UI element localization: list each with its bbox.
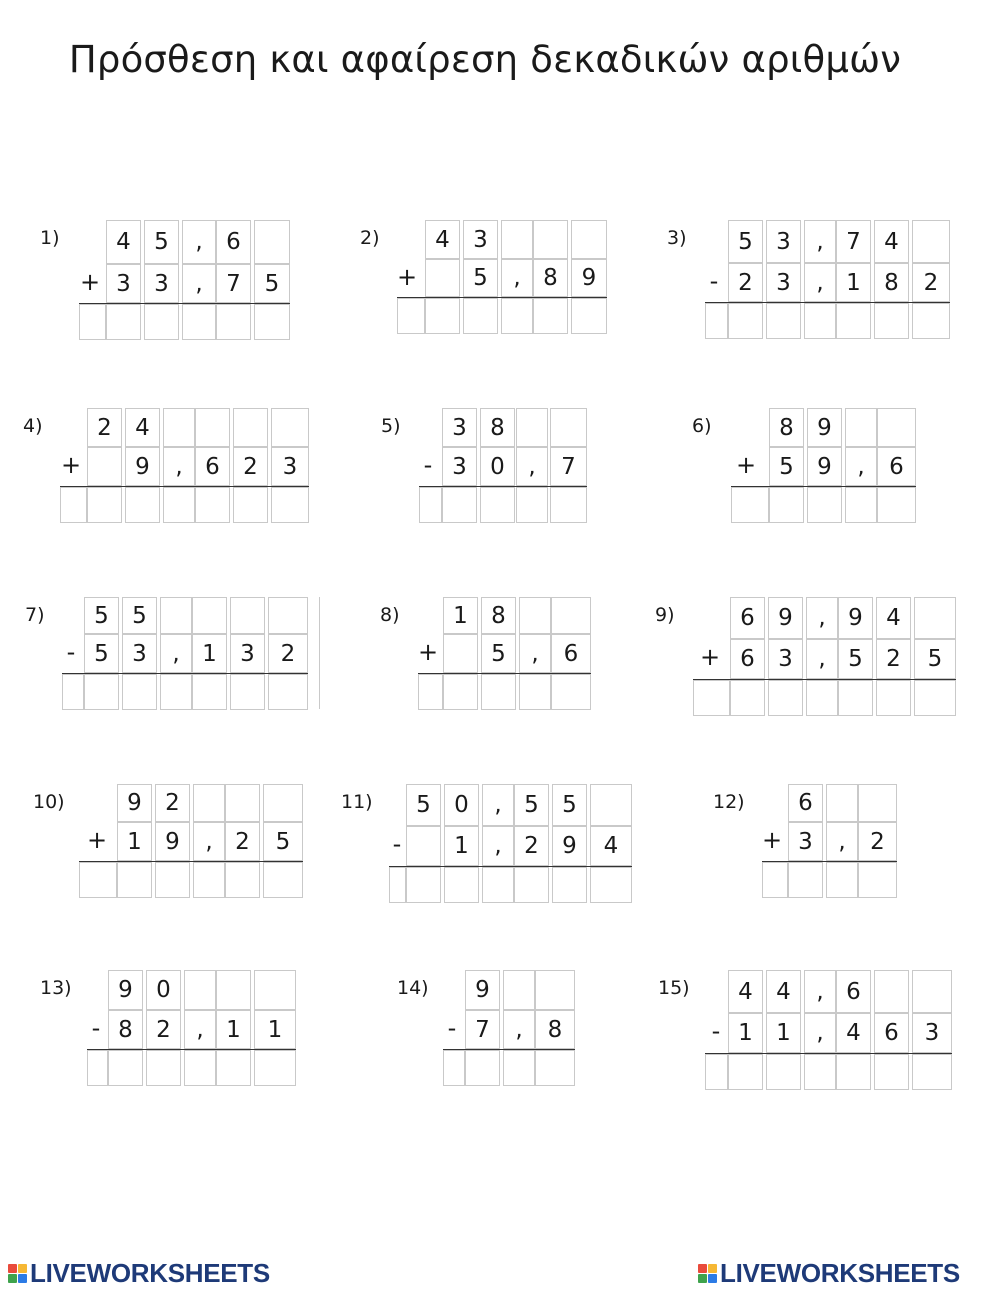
top-digit-cell <box>195 408 230 447</box>
bottom-digit-cell: 5 <box>463 259 498 297</box>
top-digit-cell <box>877 408 916 447</box>
bottom-digit-cell: 1 <box>836 263 871 302</box>
answer-input-cell[interactable] <box>804 303 836 339</box>
bottom-digit-cell: 8 <box>533 259 568 297</box>
answer-input-cell[interactable] <box>838 680 873 716</box>
answer-input-cell[interactable] <box>184 1050 216 1086</box>
bottom-digit-cell: 5 <box>481 634 516 673</box>
top-digit-cell: 5 <box>728 220 763 263</box>
bottom-digit-cell: 3 <box>144 264 179 303</box>
logo-square <box>708 1264 717 1273</box>
top-digit-cell <box>184 970 216 1010</box>
plus-operator: + <box>699 643 721 671</box>
answer-input-cell[interactable] <box>122 674 157 710</box>
top-digit-cell: 5 <box>144 220 179 264</box>
footer-logo-left <box>8 1258 270 1288</box>
answer-input-cell[interactable] <box>731 487 769 523</box>
answer-input-cell[interactable] <box>874 1054 909 1090</box>
answer-input-cell[interactable] <box>79 304 106 340</box>
answer-input-cell[interactable] <box>87 1050 108 1086</box>
answer-input-cell[interactable] <box>551 674 591 710</box>
minus-operator: - <box>423 451 433 479</box>
top-digit-cell <box>912 970 952 1013</box>
answer-input-cell[interactable] <box>912 303 950 339</box>
top-digit-cell <box>503 970 535 1010</box>
bottom-digit-cell: , <box>845 447 877 486</box>
answer-input-cell[interactable] <box>482 867 514 903</box>
exercise-number: 6) <box>692 415 712 437</box>
top-digit-cell: 0 <box>444 784 479 826</box>
bottom-digit-cell: 2 <box>858 822 897 861</box>
answer-input-cell[interactable] <box>571 298 607 334</box>
answer-input-cell[interactable] <box>84 674 119 710</box>
bottom-digit-cell: 2 <box>876 639 911 679</box>
brand-name: LIVEWORKSHEETS <box>720 1257 960 1288</box>
answer-input-cell[interactable] <box>193 862 225 898</box>
bottom-digit-cell: , <box>501 259 533 297</box>
top-digit-cell <box>845 408 877 447</box>
answer-input-cell[interactable] <box>155 862 190 898</box>
bottom-digit-cell: , <box>184 1010 216 1049</box>
exercise-number: 15) <box>658 977 690 999</box>
top-digit-cell: 9 <box>838 597 873 639</box>
minus-operator: - <box>711 1017 721 1045</box>
bottom-digit-cell: 1 <box>216 1010 251 1049</box>
minus-operator: - <box>66 638 76 666</box>
top-digit-cell <box>254 220 290 264</box>
answer-input-cell[interactable] <box>465 1050 500 1086</box>
answer-input-cell[interactable] <box>501 298 533 334</box>
bottom-digit-cell: 6 <box>874 1013 909 1053</box>
bottom-digit-cell: , <box>804 1013 836 1053</box>
answer-input-cell[interactable] <box>693 680 730 716</box>
minus-operator: - <box>709 267 719 295</box>
exercise-number: 2) <box>360 227 380 249</box>
answer-input-cell[interactable] <box>425 298 460 334</box>
answer-input-cell[interactable] <box>876 680 911 716</box>
answer-input-cell[interactable] <box>762 862 788 898</box>
bottom-digit-cell: 5 <box>84 634 119 673</box>
top-digit-cell <box>263 784 303 822</box>
top-digit-cell <box>216 970 251 1010</box>
answer-input-cell[interactable] <box>389 867 406 903</box>
bottom-digit-cell: 9 <box>155 822 190 861</box>
answer-input-cell[interactable] <box>230 674 265 710</box>
bottom-digit-cell: , <box>519 634 551 673</box>
top-digit-cell: 0 <box>146 970 181 1010</box>
top-digit-cell <box>519 597 551 634</box>
answer-input-cell[interactable] <box>443 674 478 710</box>
answer-input-cell[interactable] <box>836 1054 871 1090</box>
answer-input-cell[interactable] <box>788 862 823 898</box>
answer-input-cell[interactable] <box>705 303 728 339</box>
logo-square <box>698 1274 707 1283</box>
answer-input-cell[interactable] <box>858 862 897 898</box>
answer-input-cell[interactable] <box>519 674 551 710</box>
top-digit-cell <box>590 784 632 826</box>
top-digit-cell: 4 <box>106 220 141 264</box>
top-digit-cell <box>550 408 587 447</box>
plus-operator: + <box>60 451 82 479</box>
bottom-digit-cell: 2 <box>728 263 763 302</box>
bottom-digit-cell: , <box>503 1010 535 1049</box>
answer-input-cell[interactable] <box>590 867 632 903</box>
plus-operator: + <box>735 451 757 479</box>
top-digit-cell: 4 <box>874 220 909 263</box>
answer-input-cell[interactable] <box>216 304 251 340</box>
top-digit-cell <box>268 597 308 634</box>
exercise-number: 11) <box>341 791 373 813</box>
exercise-number: 10) <box>33 791 65 813</box>
top-digit-cell: 9 <box>768 597 803 639</box>
answer-input-cell[interactable] <box>216 1050 251 1086</box>
bottom-digit-cell: 3 <box>912 1013 952 1053</box>
exercise-number: 4) <box>23 415 43 437</box>
answer-input-cell[interactable] <box>144 304 179 340</box>
bottom-digit-cell: 8 <box>874 263 909 302</box>
top-digit-cell <box>271 408 309 447</box>
bottom-digit-cell: 2 <box>514 826 549 866</box>
top-digit-cell <box>160 597 192 634</box>
bottom-digit-cell: , <box>826 822 858 861</box>
exercise-number: 3) <box>667 227 687 249</box>
plus-operator: + <box>761 826 783 854</box>
top-digit-cell <box>535 970 575 1010</box>
bottom-digit-cell: 4 <box>836 1013 871 1053</box>
top-digit-cell <box>254 970 296 1010</box>
answer-input-cell[interactable] <box>125 487 160 523</box>
top-digit-cell: 6 <box>836 970 871 1013</box>
top-digit-cell: 4 <box>766 970 801 1013</box>
bottom-digit-cell: , <box>482 826 514 866</box>
exercise-number: 12) <box>713 791 745 813</box>
bottom-digit-cell: 9 <box>807 447 842 486</box>
answer-input-cell[interactable] <box>79 862 117 898</box>
top-digit-cell: , <box>804 970 836 1013</box>
bottom-digit-cell: , <box>193 822 225 861</box>
bottom-digit-cell: , <box>806 639 838 679</box>
answer-input-cell[interactable] <box>160 674 192 710</box>
top-digit-cell: 4 <box>728 970 763 1013</box>
top-digit-cell <box>826 784 858 822</box>
answer-input-cell[interactable] <box>480 487 515 523</box>
top-digit-cell <box>533 220 568 259</box>
top-digit-cell: , <box>804 220 836 263</box>
top-digit-cell <box>233 408 268 447</box>
top-digit-cell: 5 <box>552 784 587 826</box>
bottom-digit-cell: 8 <box>108 1010 143 1049</box>
top-digit-cell: 9 <box>108 970 143 1010</box>
answer-input-cell[interactable] <box>444 867 479 903</box>
top-digit-cell <box>230 597 265 634</box>
answer-input-cell[interactable] <box>769 487 804 523</box>
answer-input-cell[interactable] <box>271 487 309 523</box>
top-digit-cell <box>912 220 950 263</box>
bottom-digit-cell: 8 <box>535 1010 575 1049</box>
bottom-digit-cell <box>406 826 441 866</box>
exercise-number: 5) <box>381 415 401 437</box>
answer-input-cell[interactable] <box>263 862 303 898</box>
top-digit-cell <box>571 220 607 259</box>
top-digit-cell <box>193 784 225 822</box>
answer-input-cell[interactable] <box>195 487 230 523</box>
top-digit-cell <box>874 970 909 1013</box>
answer-input-cell[interactable] <box>254 1050 296 1086</box>
minus-operator: - <box>392 830 402 858</box>
top-digit-cell: 2 <box>87 408 122 447</box>
answer-input-cell[interactable] <box>877 487 916 523</box>
top-digit-cell: 3 <box>463 220 498 259</box>
footer-logo-right <box>698 1258 960 1288</box>
top-digit-cell <box>914 597 956 639</box>
bottom-digit-cell: 1 <box>192 634 227 673</box>
bottom-digit-cell: , <box>516 447 548 486</box>
answer-input-cell[interactable] <box>768 680 803 716</box>
answer-input-cell[interactable] <box>62 674 84 710</box>
answer-input-cell[interactable] <box>516 487 548 523</box>
bottom-digit-cell: 7 <box>216 264 251 303</box>
bottom-digit-cell: 4 <box>590 826 632 866</box>
exercise-number: 9) <box>655 604 675 626</box>
bottom-digit-cell: 1 <box>728 1013 763 1053</box>
bottom-digit-cell: 2 <box>233 447 268 486</box>
minus-operator: - <box>91 1014 101 1042</box>
bottom-digit-cell: 5 <box>769 447 804 486</box>
answer-input-cell[interactable] <box>766 1054 801 1090</box>
exercise-number: 8) <box>380 604 400 626</box>
bottom-digit-cell: , <box>160 634 192 673</box>
answer-input-cell[interactable] <box>912 1054 952 1090</box>
bottom-digit-cell: 3 <box>442 447 477 486</box>
answer-input-cell[interactable] <box>728 1054 763 1090</box>
top-digit-cell <box>163 408 195 447</box>
answer-input-cell[interactable] <box>766 303 801 339</box>
top-digit-cell: 9 <box>465 970 500 1010</box>
page-title: Πρόσθεση και αφαίρεση δεκαδικών αριθμών <box>68 38 902 81</box>
answer-input-cell[interactable] <box>550 487 587 523</box>
top-digit-cell <box>516 408 548 447</box>
exercise-number: 7) <box>25 604 45 626</box>
liveworksheets-logo-icon <box>8 1264 27 1283</box>
bottom-digit-cell: , <box>163 447 195 486</box>
answer-input-cell[interactable] <box>503 1050 535 1086</box>
bottom-digit-cell: 3 <box>788 822 823 861</box>
top-digit-cell: 2 <box>155 784 190 822</box>
exercise-number: 13) <box>40 977 72 999</box>
answer-input-cell[interactable] <box>806 680 838 716</box>
bottom-digit-cell: 9 <box>571 259 607 297</box>
answer-input-cell[interactable] <box>836 303 871 339</box>
answer-input-cell[interactable] <box>874 303 909 339</box>
answer-input-cell[interactable] <box>60 487 87 523</box>
answer-input-cell[interactable] <box>535 1050 575 1086</box>
bottom-digit-cell: 6 <box>730 639 765 679</box>
brand-name: LIVEWORKSHEETS <box>30 1257 270 1288</box>
bottom-digit-cell: 2 <box>912 263 950 302</box>
top-digit-cell: 8 <box>481 597 516 634</box>
bottom-digit-cell: 0 <box>480 447 515 486</box>
answer-input-cell[interactable] <box>826 862 858 898</box>
answer-input-cell[interactable] <box>728 303 763 339</box>
bottom-digit-cell: 1 <box>117 822 152 861</box>
top-digit-cell: , <box>806 597 838 639</box>
top-digit-cell <box>501 220 533 259</box>
answer-input-cell[interactable] <box>914 680 956 716</box>
bottom-digit-cell: 3 <box>271 447 309 486</box>
top-digit-cell: 4 <box>425 220 460 259</box>
answer-input-cell[interactable] <box>233 487 268 523</box>
grid-edge-line <box>319 597 320 709</box>
bottom-digit-cell: 5 <box>914 639 956 679</box>
bottom-digit-cell: 6 <box>195 447 230 486</box>
bottom-digit-cell: 1 <box>766 1013 801 1053</box>
bottom-digit-cell: 5 <box>263 822 303 861</box>
bottom-digit-cell: 7 <box>550 447 587 486</box>
answer-input-cell[interactable] <box>533 298 568 334</box>
bottom-digit-cell <box>425 259 460 297</box>
answer-input-cell[interactable] <box>146 1050 181 1086</box>
bottom-digit-cell <box>443 634 478 673</box>
top-digit-cell: 9 <box>117 784 152 822</box>
exercise-number: 1) <box>40 227 60 249</box>
bottom-digit-cell: 3 <box>230 634 265 673</box>
bottom-digit-cell: 3 <box>768 639 803 679</box>
top-digit-cell: 5 <box>122 597 157 634</box>
answer-input-cell[interactable] <box>442 487 477 523</box>
answer-input-cell[interactable] <box>418 674 443 710</box>
answer-input-cell[interactable] <box>225 862 260 898</box>
answer-input-cell[interactable] <box>108 1050 143 1086</box>
top-digit-cell: 7 <box>836 220 871 263</box>
answer-input-cell[interactable] <box>192 674 227 710</box>
answer-input-cell[interactable] <box>254 304 290 340</box>
answer-input-cell[interactable] <box>163 487 195 523</box>
exercise-number: 14) <box>397 977 429 999</box>
answer-input-cell[interactable] <box>514 867 549 903</box>
bottom-digit-cell: 2 <box>225 822 260 861</box>
answer-input-cell[interactable] <box>268 674 308 710</box>
answer-input-cell[interactable] <box>804 1054 836 1090</box>
answer-input-cell[interactable] <box>807 487 842 523</box>
top-digit-cell: 5 <box>406 784 441 826</box>
bottom-digit-cell: 6 <box>551 634 591 673</box>
answer-input-cell[interactable] <box>730 680 765 716</box>
bottom-digit-cell <box>87 447 122 486</box>
answer-input-cell[interactable] <box>481 674 516 710</box>
bottom-digit-cell: 3 <box>766 263 801 302</box>
logo-square <box>8 1264 17 1273</box>
answer-input-cell[interactable] <box>419 487 442 523</box>
answer-input-cell[interactable] <box>705 1054 728 1090</box>
bottom-digit-cell: 3 <box>122 634 157 673</box>
top-digit-cell: 5 <box>514 784 549 826</box>
plus-operator: + <box>86 826 108 854</box>
answer-input-cell[interactable] <box>845 487 877 523</box>
bottom-digit-cell: , <box>182 264 216 303</box>
top-digit-cell: , <box>182 220 216 264</box>
plus-operator: + <box>396 263 418 291</box>
answer-input-cell[interactable] <box>87 487 122 523</box>
answer-input-cell[interactable] <box>182 304 216 340</box>
top-digit-cell <box>192 597 227 634</box>
top-digit-cell: 6 <box>788 784 823 822</box>
top-digit-cell: 3 <box>766 220 801 263</box>
bottom-digit-cell: 5 <box>254 264 290 303</box>
bottom-digit-cell: 1 <box>444 826 479 866</box>
top-digit-cell: 6 <box>730 597 765 639</box>
bottom-digit-cell: 6 <box>877 447 916 486</box>
answer-input-cell[interactable] <box>397 298 425 334</box>
top-digit-cell: , <box>482 784 514 826</box>
plus-operator: + <box>79 268 101 296</box>
minus-operator: - <box>447 1014 457 1042</box>
bottom-digit-cell: 5 <box>838 639 873 679</box>
answer-input-cell[interactable] <box>117 862 152 898</box>
top-digit-cell: 8 <box>769 408 804 447</box>
top-digit-cell: 4 <box>876 597 911 639</box>
bottom-digit-cell: 7 <box>465 1010 500 1049</box>
bottom-digit-cell: 2 <box>268 634 308 673</box>
bottom-digit-cell: , <box>804 263 836 302</box>
logo-square <box>18 1264 27 1273</box>
top-digit-cell <box>551 597 591 634</box>
bottom-digit-cell: 9 <box>125 447 160 486</box>
top-digit-cell: 8 <box>480 408 515 447</box>
plus-operator: + <box>417 638 439 666</box>
answer-input-cell[interactable] <box>406 867 441 903</box>
answer-input-cell[interactable] <box>106 304 141 340</box>
top-digit-cell: 9 <box>807 408 842 447</box>
bottom-digit-cell: 2 <box>146 1010 181 1049</box>
answer-input-cell[interactable] <box>463 298 498 334</box>
top-digit-cell: 3 <box>442 408 477 447</box>
answer-input-cell[interactable] <box>443 1050 465 1086</box>
top-digit-cell: 1 <box>443 597 478 634</box>
top-digit-cell <box>858 784 897 822</box>
bottom-digit-cell: 9 <box>552 826 587 866</box>
bottom-digit-cell: 3 <box>106 264 141 303</box>
top-digit-cell: 6 <box>216 220 251 264</box>
top-digit-cell <box>225 784 260 822</box>
logo-square <box>18 1274 27 1283</box>
top-digit-cell: 4 <box>125 408 160 447</box>
top-digit-cell: 5 <box>84 597 119 634</box>
liveworksheets-logo-icon <box>698 1264 717 1283</box>
bottom-digit-cell: 1 <box>254 1010 296 1049</box>
logo-square <box>708 1274 717 1283</box>
logo-square <box>8 1274 17 1283</box>
answer-input-cell[interactable] <box>552 867 587 903</box>
logo-square <box>698 1264 707 1273</box>
